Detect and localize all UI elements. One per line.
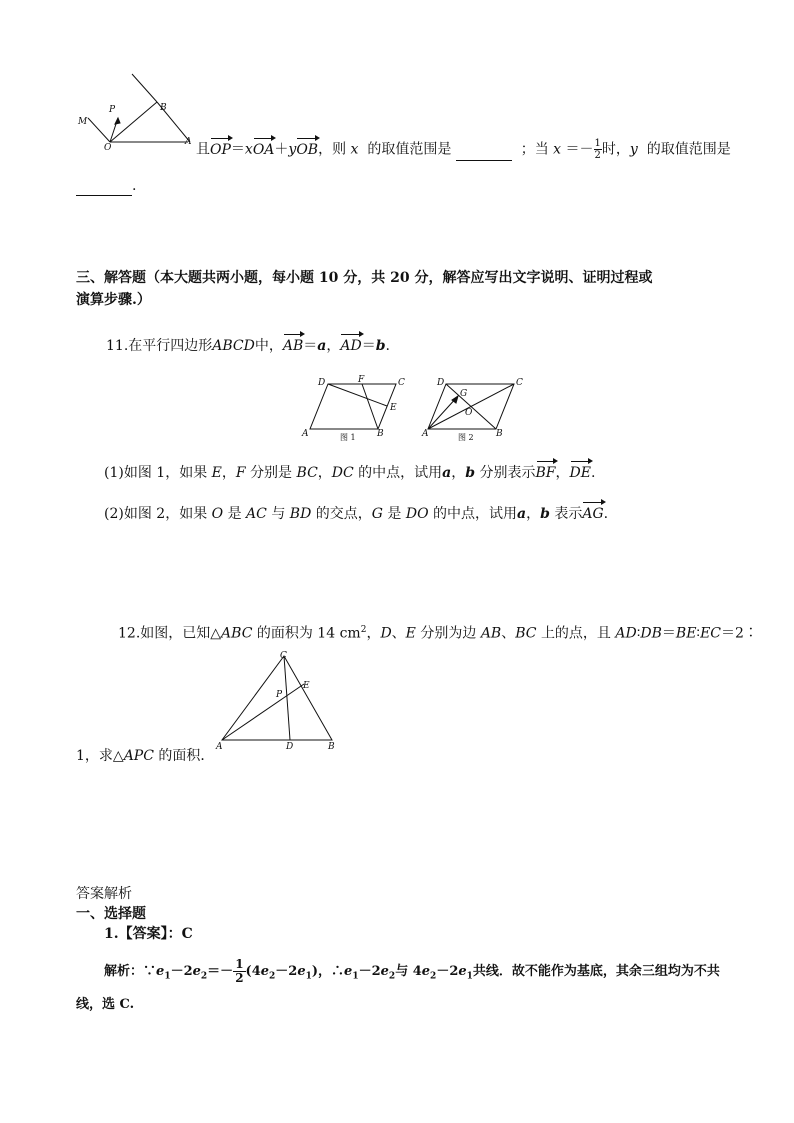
tri-label-c: C [280, 651, 287, 661]
answers-title: 答案解析 [76, 886, 132, 902]
fig1-label-c: C [398, 378, 405, 388]
fig2-label-c: C [516, 378, 523, 388]
segment-de [328, 384, 387, 406]
question-11-stem: 11.在平行四边形ABCD中，AB＝a，AD＝b. [106, 338, 390, 354]
explanation-1-line1: 解析：$\because e_1-2e_2=-$ $\frac{1}{2}$ $(4e_2-2e_1)$，$\therefore e_1-2e_2$与 $4e_2-2e_1$共线．故不能作为基底，其余三组均为不共 [104, 957, 720, 985]
fig1-label-f: F [358, 375, 365, 385]
section-3-heading-line1: 三、解答题（本大题共两小题，每小题 10 分，共 20 分，解答应写出文字说明、证明过程或 [76, 270, 653, 286]
parallelogram-figure-2 [420, 372, 532, 444]
fraction-half-answer: $\frac{1}{2}$ [235, 957, 244, 985]
section-3-heading-line2: 演算步骤.） [76, 292, 151, 308]
fig1-label-e: E [390, 403, 397, 413]
explanation-1-line2: 线，选 C. [76, 997, 135, 1012]
vector-ag-label: AG [582, 506, 604, 522]
vector-oa-label: OA [252, 141, 275, 158]
fig2-caption: 图 2 [458, 433, 474, 442]
fig2-label-a: A [422, 429, 429, 439]
answers-section-1: 一、选择题 [76, 906, 146, 922]
label-b: B [160, 103, 167, 113]
tri-label-d: D [286, 742, 294, 752]
fig2-label-b: B [496, 429, 503, 439]
label-o: O [104, 143, 112, 153]
fig1-label-d: D [318, 378, 326, 388]
vector-angle-figure [74, 72, 196, 154]
fig1-caption: 图 1 [340, 433, 356, 442]
vector-op-label: OP [210, 141, 231, 158]
question-12-line2: 1，求△APC 的面积． [76, 748, 215, 764]
segment-bf [362, 384, 378, 429]
question-12-line1: 12.如图，已知△ABC 的面积为 14 $cm^2$，D、E 分别为边 AB、BC 上的点，且 AD∶DB＝BE∶EC＝2∶ [118, 625, 758, 642]
fig2-label-o: O [465, 408, 473, 418]
arrow-op [115, 118, 120, 124]
tri-label-a: A [216, 742, 223, 752]
answer-blank-2[interactable] [76, 183, 132, 196]
label-m: M [78, 117, 88, 127]
parallelogram-abcd-1 [310, 384, 396, 429]
fig2-label-d: D [437, 378, 445, 388]
question-10-line1: 且OP＝xOA＋yOB，则 x 的取值范围是 ；当 x ＝－ $\frac{1}{2}$ 时，y 的取值范围是 [196, 138, 731, 161]
vector-bf-label: BF [535, 465, 556, 481]
segment-cd [284, 656, 290, 740]
vector-de-label: DE [569, 465, 591, 481]
vector-ad-label: AD [340, 338, 362, 354]
tri-label-b: B [328, 742, 335, 752]
answer-blank-1[interactable] [456, 146, 512, 161]
fraction-half: $\frac{1}{2}$ [594, 138, 601, 161]
parallelogram-figure-1 [298, 372, 410, 444]
label-p: P [109, 105, 116, 115]
vector-ob-label: OB [296, 141, 319, 158]
triangle-figure [212, 648, 342, 754]
fig1-label-b: B [377, 429, 384, 439]
fig2-label-g: G [460, 389, 468, 399]
label-a: A [185, 137, 192, 147]
question-10-line2: . [76, 176, 136, 196]
fig1-label-a: A [302, 429, 309, 439]
question-11-part-2: (2)如图 2，如果 O 是 AC 与 BD 的交点，G 是 DO 的中点，试用a，b 表示AG. [104, 506, 609, 522]
diagonal-bd [446, 384, 496, 429]
ray-top [132, 74, 157, 102]
vector-ab-label: AB [282, 338, 304, 354]
segment-ae [222, 684, 304, 740]
ray-om [88, 118, 110, 142]
tri-label-e: E [303, 681, 310, 691]
answer-1: 1.【答案】：C [104, 926, 193, 942]
tri-label-p: P [276, 690, 283, 700]
question-11-part-1: (1)如图 1，如果 E，F 分别是 BC，DC 的中点，试用a，b 分别表示BF，DE. [104, 465, 596, 481]
